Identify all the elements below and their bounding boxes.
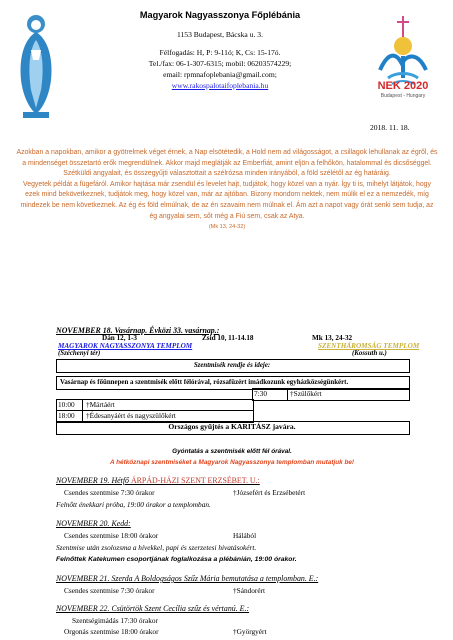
day-heading-thursday: NOVEMBER 22. Csütörtök Szent Cecília szűz és vértanú. E.: (56, 604, 250, 613)
reading-first: Dán 12, 1-3 (102, 334, 137, 342)
mass-intention: †Sándorért (233, 586, 266, 595)
church-place-right: (Kossuth u.) (352, 350, 387, 357)
mass-time: 18:00 (58, 411, 75, 420)
choir-note: Felnőtt énekkari próba, 19:00 órakor a templomban. (56, 500, 211, 509)
reading-second: Zsid 10, 11-14.18 (202, 334, 254, 342)
confession-before-note: Gyóntatás a szentmisék előtt fél órával. (172, 448, 292, 455)
adoration-line: Szentségimádás 17:30 órakor (72, 616, 158, 625)
nek-logo-title: NEK 2020 (377, 80, 429, 92)
mass-line: Csendes szentmise 18:00 órakor (64, 531, 159, 540)
gospel-paragraph: Vegyetek példát a fügefáról. Amikor hajtása már zsendül és levelet hajt, tudjátok, hogy közel van a nyár. Így ti is, mihelyt látjátok, hogy ezek mind bekövetkeznek, tudjátok meg, hogy közel van, már az ajtóban. Bizony mondom nektek, nem múlik el ez a nemzedék, míg mindezek be nem következnek. Az ég és föld elmúlnak, de az én szavaim nem múlnak el. Ám azt a napot vagy órát senki sem tudja, az ég angyalai sem, sőt még a Fiú sem, csak az Atya. (20, 180, 434, 220)
mass-intention: †Józsefért és Erzsébetért (233, 488, 306, 497)
mass-intention: Hálából (233, 531, 257, 540)
mass-time: 10:00 (58, 400, 75, 409)
vespers-note: Szentmise után zsolozsma a hívekkel, papi és szerzetesi hivatásokért. (56, 543, 257, 552)
day-heading-feast: ÁRPÁD-HÁZI SZENT ERZSÉBET. U.: (130, 476, 260, 485)
sunday-heading: NOVEMBER 18. Vasárnap. Évközi 33. vasárnap.: (56, 326, 220, 335)
reading-gospel: Mk 13, 24-32 (312, 334, 353, 342)
confession-text: Vasárnap és főünnepen a szentmisék előtt félórával, rózsafüzért imádkozunk egyházközségünkért. (60, 379, 349, 386)
mass-line: Csendes szentmise 7:30 órakor (64, 586, 155, 595)
nek-logo-subtitle: Budapest - Hungary (380, 93, 426, 99)
catechumen-note: Felnőttek Katekumen csoportjának foglalkozása a plébánián, 19:00 órakor. (56, 556, 297, 563)
right-mass-intention: †Szülőkért (290, 389, 322, 398)
nek-2020-logo-icon (366, 12, 440, 116)
parish-title: Magyarok Nagyasszonya Főplébánia (139, 10, 301, 20)
collection-note: Országos gyűjtés a KARITÁSZ javára. (168, 422, 296, 431)
row-divider (287, 388, 288, 400)
day-heading-text: NOVEMBER 19. Hétfő (56, 476, 129, 485)
day-heading-wednesday: NOVEMBER 21. Szerda A Boldogságos Szűz Mária bemutatása a templomban. E.: (56, 574, 319, 583)
mass-intention: †Édesanyáért és nagyszülőkért (86, 411, 176, 420)
church-place-left: (Széchenyi tér) (58, 350, 101, 357)
parish-address: 1153 Budapest, Bácska u. 3. (177, 30, 263, 39)
phone-info: Tel./fax: 06-1-307-6315; mobil: 06203574229; (148, 59, 292, 68)
mass-line: Csendes szentmise 7:30 órakor (64, 488, 155, 497)
website-link[interactable]: www.rakospalotaifoplebania.hu (171, 81, 269, 90)
right-mass-time: 7:30 (254, 389, 267, 398)
mass-intention: †Mártáért (86, 400, 115, 409)
mass-intention: †Györgyért (233, 627, 267, 636)
church-name-left: MAGYAROK NAGYASSZONYA TEMPLOM (58, 342, 193, 350)
order-title: Szentmisék rendje és ideje: (193, 362, 271, 369)
office-hours: Félfogadás: H, P: 9-11ó; K, Cs: 15-17ó. (159, 48, 281, 57)
church-name-right: SZENTHÁROMSÁG TEMPLOM (318, 342, 420, 350)
gospel-reference: (Mk 13, 24-32) (208, 224, 246, 231)
right-mass-row (252, 388, 410, 401)
gospel-text (16, 148, 438, 233)
bulletin-date: 2018. 11. 18. (370, 123, 410, 132)
day-heading-tuesday: NOVEMBER 20. Kedd: (56, 519, 131, 528)
gospel-paragraph: Azokban a napokban, amikor a gyötrelmek véget érnek, a Nap elsötétedik, a Hold nem ad világosságot, a csillagok lehullanak az égről, és a mindenséget összetartó erők megrendülnek. Akkor majd meglátják az Emberfiát, amint eljön a felhőkön, hatalommal és dicsőséggel. Szétküldi angyalait, és összegyűjti választottait a szélrózsa minden irányából, a föld szélétől az ég határáig. (16, 149, 438, 178)
weekday-church-note: A hétköznapi szentmiséket a Magyarok Nagyasszonya templomban mutatjuk be! (109, 459, 355, 466)
day-heading-monday (56, 476, 260, 485)
mass-line: Orgonás szentmise 18:00 órakor (64, 627, 159, 636)
email-info: email: rpmnafoplebania@gmail.com; (163, 70, 277, 79)
madonna-logo-icon (9, 10, 63, 122)
